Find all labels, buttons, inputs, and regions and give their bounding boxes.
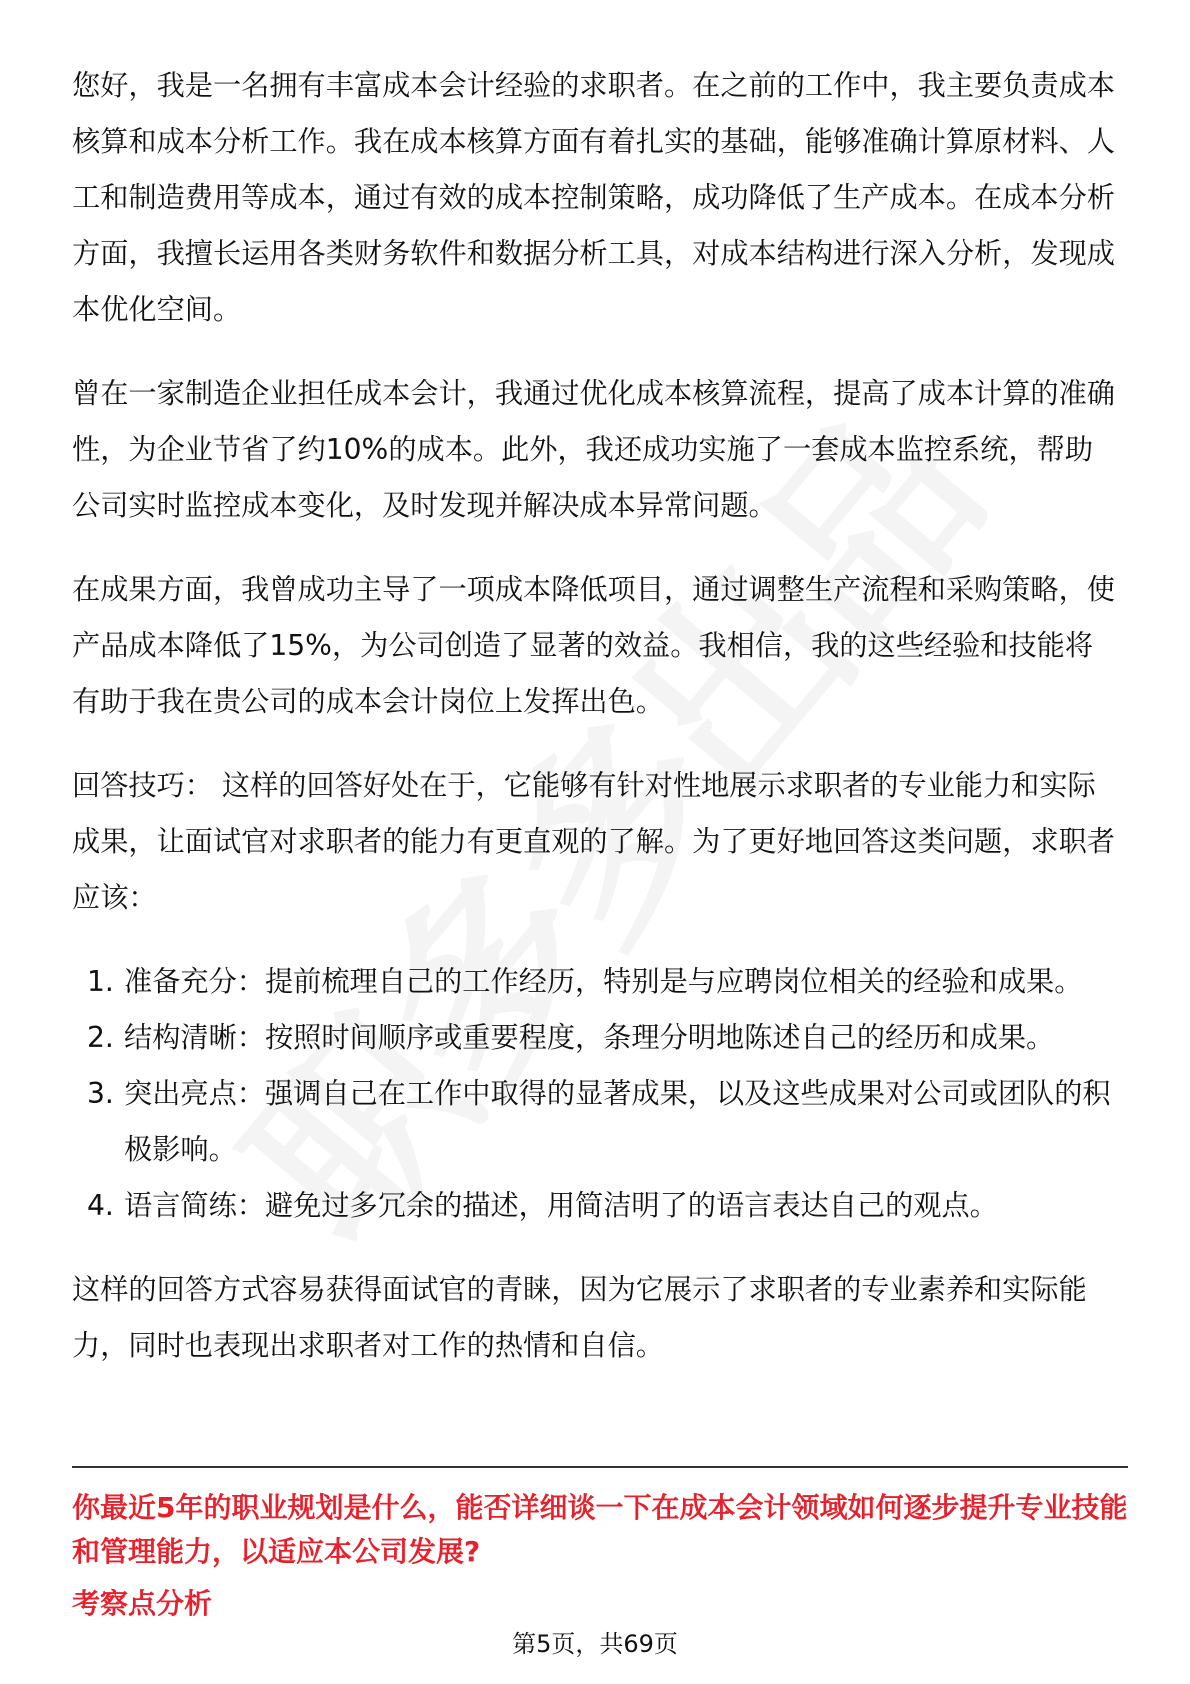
answer-paragraph-2: 曾在一家制造企业担任成本会计，我通过优化成本核算流程，提高了成本计算的准确性，为企业节省了约10%的成本。此外，我还成功实施了一套成本监控系统，帮助公司实时监控成本变化，及时发现并解决成本异常问题。	[72, 377, 1115, 522]
section-divider	[72, 1466, 1128, 1468]
list-item-number: 4.	[87, 1189, 114, 1222]
page-number: 第5页，共69页	[512, 1630, 678, 1658]
list-item	[72, 954, 1120, 1010]
answer-body	[72, 58, 1120, 1374]
answer-paragraph-3: 在成果方面，我曾成功主导了一项成本降低项目，通过调整生产流程和采购策略，使产品成本降低了15%，为公司创造了显著的效益。我相信，我的这些经验和技能将有助于我在贵公司的成本会计岗位上发挥出色。	[72, 573, 1115, 718]
answer-tips-intro: 回答技巧： 这样的回答好处在于，它能够有针对性地展示求职者的专业能力和实际成果，让面试官对求职者的能力有更直观的了解。为了更好地回答这类问题，求职者应该：	[72, 769, 1115, 914]
list-item-text: 语言简练：避免过多冗余的描述，用简洁明了的语言表达自己的观点。	[124, 1189, 998, 1222]
list-item	[72, 1178, 1120, 1234]
list-item-text: 突出亮点：强调自己在工作中取得的显著成果，以及这些成果对公司或团队的积极影响。	[124, 1077, 1111, 1166]
list-item-text: 结构清晰：按照时间顺序或重要程度，条理分明地陈述自己的经历和成果。	[124, 1021, 1055, 1054]
analysis-heading: 考察点分析	[72, 1587, 213, 1620]
next-question-heading: 你最近5年的职业规划是什么，能否详细谈一下在成本会计领域如何逐步提升专业技能和管理能力，以适应本公司发展?	[72, 1491, 1128, 1568]
closing-paragraph: 这样的回答方式容易获得面试官的青睐，因为它展示了求职者的专业素养和实际能力，同时也表现出求职者对工作的热情和自信。	[72, 1273, 1087, 1362]
list-item-number: 1.	[87, 965, 114, 998]
list-item	[72, 1010, 1120, 1066]
list-item-number: 2.	[87, 1021, 114, 1054]
answer-paragraph-1: 您好，我是一名拥有丰富成本会计经验的求职者。在之前的工作中，我主要负责成本核算和成本分析工作。我在成本核算方面有着扎实的基础，能够准确计算原材料、人工和制造费用等成本，通过有效的成本控制策略，成功降低了生产成本。在成本分析方面，我擅长运用各类财务软件和数据分析工具，对成本结构进行深入分析，发现成本优化空间。	[72, 69, 1115, 326]
list-item-number: 3.	[87, 1077, 114, 1110]
list-item-text: 准备充分：提前梳理自己的工作经历，特别是与应聘岗位相关的经验和成果。	[124, 965, 1083, 998]
list-item	[72, 1066, 1120, 1178]
tips-list	[72, 954, 1120, 1234]
